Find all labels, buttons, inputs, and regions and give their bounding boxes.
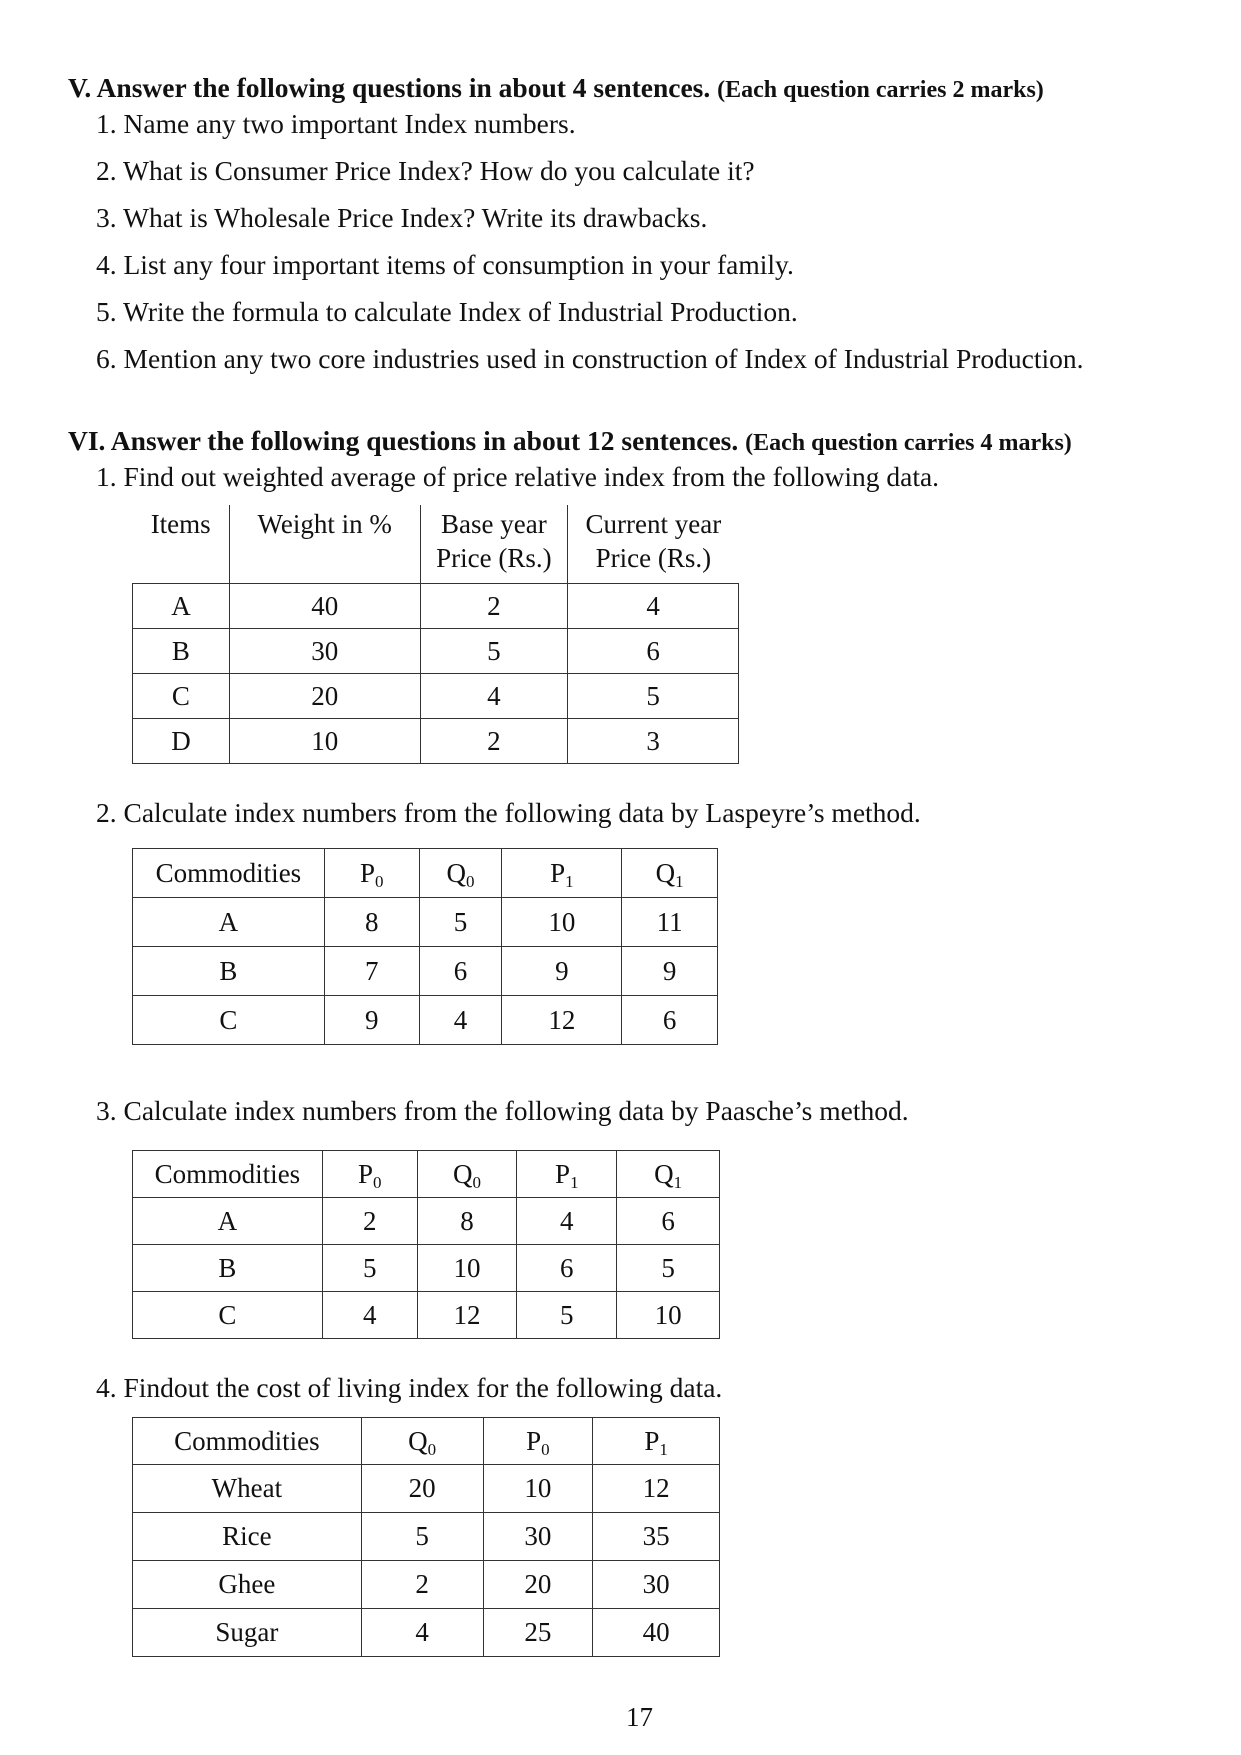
table-row	[133, 1561, 720, 1609]
paasche-table	[132, 1150, 720, 1339]
table-cell: 12	[593, 1465, 720, 1513]
table-cell: 20	[483, 1561, 593, 1609]
table-cell: 11	[622, 898, 718, 947]
question-5-2: 2. What is Consumer Price Index? How do you calculate it?	[96, 155, 755, 186]
column-header-q1: Q1	[622, 849, 718, 898]
column-header-current-year-price: Current year Price (Rs.)	[568, 505, 739, 584]
table-cell: 20	[229, 674, 420, 719]
table-cell: Wheat	[133, 1465, 362, 1513]
table-cell: 9	[502, 947, 622, 996]
table-cell: 10	[617, 1292, 720, 1339]
table-cell: 7	[324, 947, 419, 996]
table-row	[133, 1465, 720, 1513]
column-header-q0: Q0	[417, 1151, 517, 1198]
table-cell: A	[133, 898, 325, 947]
table-cell: 20	[361, 1465, 483, 1513]
column-header-commodities: Commodities	[133, 1151, 323, 1198]
column-header-p0: P0	[483, 1418, 593, 1465]
question-5-1: 1. Name any two important Index numbers.	[96, 108, 576, 139]
table-cell: 5	[420, 629, 568, 674]
table-row	[133, 947, 718, 996]
column-header-q0: Q0	[361, 1418, 483, 1465]
table-cell: B	[133, 1245, 323, 1292]
column-header-items: Items	[133, 505, 230, 584]
table-cell: B	[133, 947, 325, 996]
table-cell: 4	[419, 996, 502, 1045]
table-cell: 10	[417, 1245, 517, 1292]
cost-of-living-table	[132, 1417, 720, 1657]
table-cell: 12	[417, 1292, 517, 1339]
table-cell: 30	[593, 1561, 720, 1609]
table-row	[133, 1198, 720, 1245]
table-cell: 9	[324, 996, 419, 1045]
page-number: 17	[626, 1702, 653, 1732]
table-row	[133, 674, 739, 719]
table-cell: 12	[502, 996, 622, 1045]
table-cell: 6	[568, 629, 739, 674]
weighted-price-relative-table	[132, 505, 739, 764]
question-5-5: 5. Write the formula to calculate Index of Industrial Production.	[96, 296, 798, 327]
column-header-q0: Q0	[419, 849, 502, 898]
table-cell: 5	[361, 1513, 483, 1561]
section-5-heading: V. Answer the following questions in about 4 sentences. (Each question carries 2 marks)	[68, 72, 1044, 103]
table-cell: 5	[419, 898, 502, 947]
question-6-1: 1. Find out weighted average of price relative index from the following data.	[96, 461, 940, 492]
table-cell: A	[133, 584, 230, 629]
table-cell: B	[133, 629, 230, 674]
table-cell: 4	[568, 584, 739, 629]
column-header-commodities: Commodities	[133, 1418, 362, 1465]
table-cell: 5	[568, 674, 739, 719]
table-cell: 2	[420, 719, 568, 764]
question-6-4: 4. Findout the cost of living index for the following data.	[96, 1372, 723, 1403]
table-cell: 5	[322, 1245, 417, 1292]
column-header-commodities: Commodities	[133, 849, 325, 898]
column-header-weight: Weight in %	[229, 505, 420, 584]
table-cell: 6	[419, 947, 502, 996]
table-cell: 2	[420, 584, 568, 629]
table-cell: 10	[483, 1465, 593, 1513]
column-header-base-year-price: Base year Price (Rs.)	[420, 505, 568, 584]
table-cell: 4	[361, 1609, 483, 1657]
table-cell: 4	[517, 1198, 617, 1245]
table-cell: C	[133, 996, 325, 1045]
column-header-q1: Q1	[617, 1151, 720, 1198]
table-row	[133, 1292, 720, 1339]
table-cell: Rice	[133, 1513, 362, 1561]
table-row	[133, 1513, 720, 1561]
table-cell: 40	[229, 584, 420, 629]
question-6-3: 3. Calculate index numbers from the following data by Paasche’s method.	[96, 1095, 909, 1126]
table-cell: 6	[517, 1245, 617, 1292]
table-cell: 3	[568, 719, 739, 764]
table-row	[133, 996, 718, 1045]
table-cell: 8	[417, 1198, 517, 1245]
question-6-2: 2. Calculate index numbers from the following data by Laspeyre’s method.	[96, 797, 921, 828]
table-cell: D	[133, 719, 230, 764]
table-cell: 40	[593, 1609, 720, 1657]
table-cell: 10	[502, 898, 622, 947]
question-5-4: 4. List any four important items of consumption in your family.	[96, 249, 794, 280]
table-cell: 10	[229, 719, 420, 764]
table-row	[133, 584, 739, 629]
question-5-3: 3. What is Wholesale Price Index? Write its drawbacks.	[96, 202, 708, 233]
table-cell: 4	[420, 674, 568, 719]
table-cell: 6	[622, 996, 718, 1045]
table-cell: 30	[483, 1513, 593, 1561]
table-cell: 6	[617, 1198, 720, 1245]
column-header-p1: P1	[593, 1418, 720, 1465]
column-header-p1: P1	[517, 1151, 617, 1198]
table-cell: 9	[622, 947, 718, 996]
table-cell: 5	[617, 1245, 720, 1292]
column-header-p0: P0	[322, 1151, 417, 1198]
table-row	[133, 1609, 720, 1657]
table-cell: 2	[322, 1198, 417, 1245]
table-cell: 8	[324, 898, 419, 947]
table-cell: C	[133, 1292, 323, 1339]
column-header-p0: P0	[324, 849, 419, 898]
table-cell: 2	[361, 1561, 483, 1609]
table-cell: 35	[593, 1513, 720, 1561]
laspeyre-table	[132, 848, 718, 1045]
table-row	[133, 629, 739, 674]
table-row	[133, 719, 739, 764]
table-row	[133, 898, 718, 947]
section-6-heading: VI. Answer the following questions in about 12 sentences. (Each question carries 4 marks)	[68, 425, 1072, 456]
table-cell: C	[133, 674, 230, 719]
table-cell: A	[133, 1198, 323, 1245]
column-header-p1: P1	[502, 849, 622, 898]
table-row	[133, 1245, 720, 1292]
table-cell: Ghee	[133, 1561, 362, 1609]
table-cell: 5	[517, 1292, 617, 1339]
table-cell: 30	[229, 629, 420, 674]
question-5-6: 6. Mention any two core industries used in construction of Index of Industrial Production.	[96, 343, 1084, 374]
table-cell: 25	[483, 1609, 593, 1657]
table-cell: Sugar	[133, 1609, 362, 1657]
table-cell: 4	[322, 1292, 417, 1339]
